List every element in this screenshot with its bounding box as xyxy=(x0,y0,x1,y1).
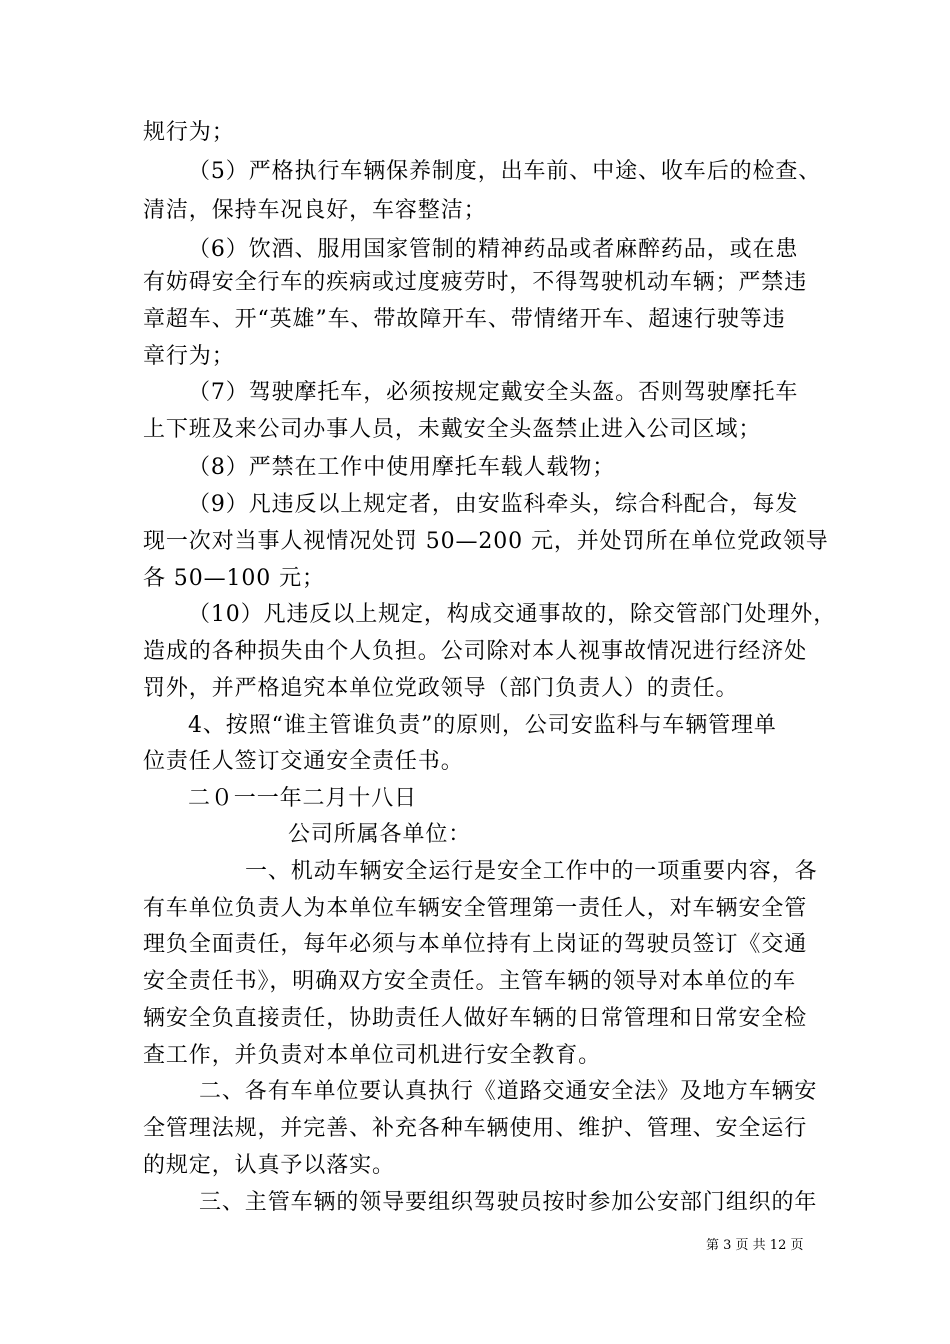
text-line: 有妨碍安全行车的疾病或过度疲劳时，不得驾驶机动车辆；严禁违 xyxy=(143,270,808,295)
text-line: 有车单位负责人为本单位车辆安全管理第一责任人，对车辆安全管 xyxy=(143,896,808,921)
text-line: 章超车、开“英雄”车、带故障开车、带情绪开车、超速行驶等违 xyxy=(143,307,786,332)
text-line: 一、机动车辆安全运行是安全工作中的一项重要内容，各 xyxy=(245,859,818,884)
text-line: 全管理法规，并完善、补充各种车辆使用、维护、管理、安全运行 xyxy=(143,1116,808,1141)
text-line: 清洁，保持车况良好，车容整洁； xyxy=(143,198,487,223)
text-line: 4、按照“谁主管谁负责”的原则，公司安监科与车辆管理单 xyxy=(188,713,777,738)
date-line: 二０一一年二月十八日 xyxy=(188,786,418,811)
text-line: 罚外，并严格追究本单位党政领导（部门负责人）的责任。 xyxy=(143,676,739,701)
text-line: 二、各有车单位要认真执行《道路交通安全法》及地方车辆安 xyxy=(199,1079,818,1104)
text-line: 三、主管车辆的领导要组织驾驶员按时参加公安部门组织的年 xyxy=(199,1190,818,1215)
text-line: （10）凡违反以上规定，构成交通事故的，除交管部门处理外， xyxy=(188,602,837,627)
text-line: 辆安全负直接责任，协助责任人做好车辆的日常管理和日常安全检 xyxy=(143,1006,808,1031)
text-line: 各 50—100 元； xyxy=(143,566,325,591)
text-line: （6）饮酒、服用国家管制的精神药品或者麻醉药品，或在患 xyxy=(188,237,799,262)
text-line: 造成的各种损失由个人负担。公司除对本人视事故情况进行经济处 xyxy=(143,639,808,664)
text-line: 安全责任书》，明确双方安全责任。主管车辆的领导对本单位的车 xyxy=(143,969,797,994)
text-line: 上下班及来公司办事人员，未戴安全头盔禁止进入公司区域； xyxy=(143,417,762,442)
text-line: 章行为； xyxy=(143,344,235,369)
salutation-line: 公司所属各单位： xyxy=(288,822,472,847)
text-line: 现一次对当事人视情况处罚 50—200 元，并处罚所在单位党政领导 xyxy=(143,529,829,554)
text-line: （8）严禁在工作中使用摩托车载人载物； xyxy=(188,455,616,480)
text-line: 的规定，认真予以落实。 xyxy=(143,1153,395,1178)
text-line: （9）凡违反以上规定者，由安监科牵头，综合科配合，每发 xyxy=(188,492,799,517)
text-line: 位责任人签订交通安全责任书。 xyxy=(143,749,464,774)
text-line: （7）驾驶摩托车，必须按规定戴安全头盔。否则驾驶摩托车 xyxy=(188,380,799,405)
text-line: 规行为； xyxy=(143,120,235,145)
text-line: 查工作，并负责对本单位司机进行安全教育。 xyxy=(143,1043,602,1068)
text-line: 理负全面责任，每年必须与本单位持有上岗证的驾驶员签订《交通 xyxy=(143,932,808,957)
page-number: 第 3 页 共 12 页 xyxy=(706,1238,804,1253)
text-line: （5）严格执行车辆保养制度，出车前、中途、收车后的检查、 xyxy=(188,159,822,184)
